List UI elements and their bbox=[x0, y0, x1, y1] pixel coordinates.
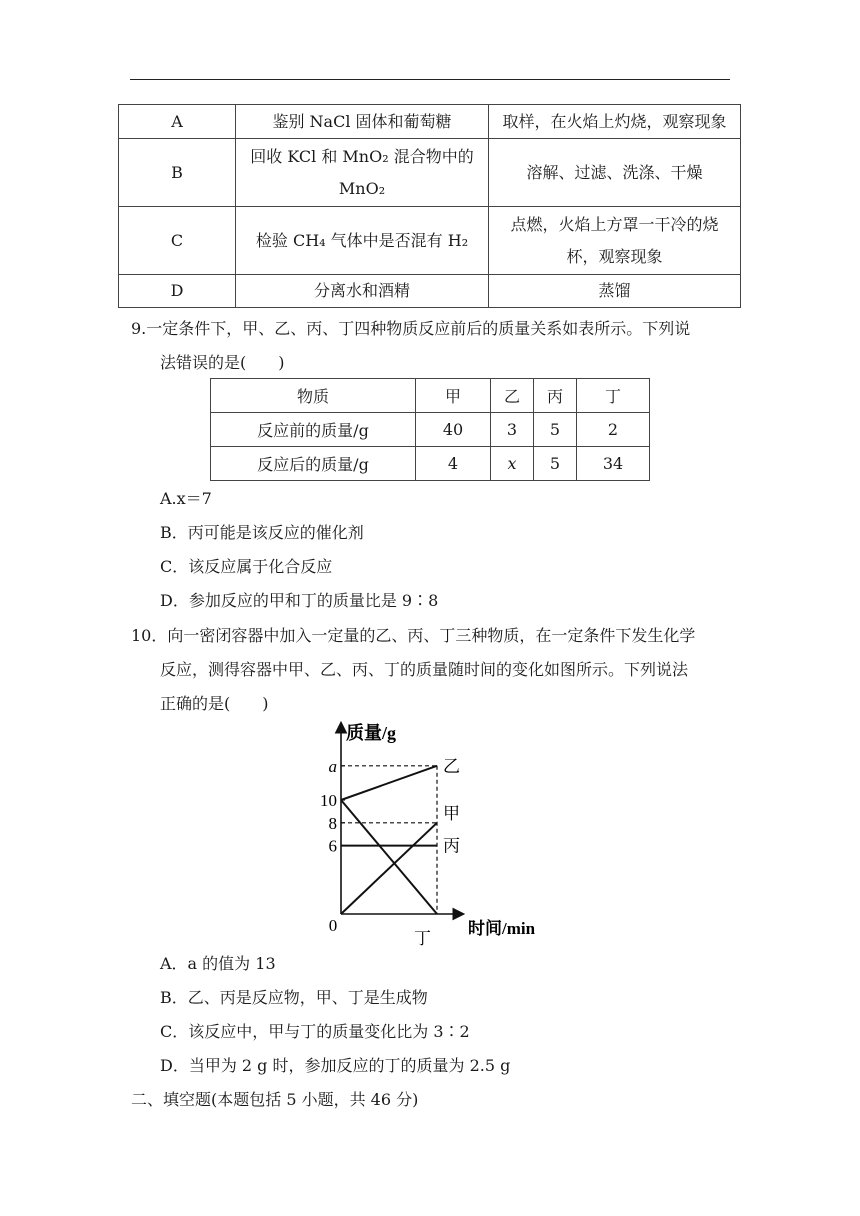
series-line bbox=[341, 800, 437, 914]
option-method-line: 杯，观察现象 bbox=[566, 246, 663, 266]
table-header-cell: 物质 bbox=[211, 379, 416, 413]
q9-choice-c: C．该反应属于化合反应 bbox=[160, 557, 333, 576]
table-header-cell: 乙 bbox=[491, 379, 534, 413]
option-purpose bbox=[236, 139, 489, 207]
table-row bbox=[119, 105, 741, 139]
option-purpose-line: MnO₂ bbox=[338, 178, 386, 198]
option-method-line: 点燃，火焰上方罩一干冷的烧 bbox=[510, 214, 719, 234]
table-row bbox=[211, 379, 650, 413]
option-method: 取样，在火焰上灼烧，观察现象 bbox=[489, 105, 741, 139]
q10-stem: 正确的是( ) bbox=[160, 694, 269, 713]
series-label: 甲 bbox=[443, 803, 460, 823]
q9-choice-a: A.x＝7 bbox=[160, 489, 212, 508]
q9-stem: 法错误的是( ) bbox=[160, 353, 285, 372]
y-tick-label: 8 bbox=[328, 813, 337, 833]
y-tick-label: 10 bbox=[320, 791, 337, 810]
mass-table bbox=[210, 378, 650, 481]
y-tick-label: 6 bbox=[328, 836, 337, 856]
table-cell: 反应后的质量/g bbox=[211, 447, 416, 481]
header-rule bbox=[130, 79, 730, 80]
table-cell: 2 bbox=[577, 413, 650, 447]
option-purpose: 分离水和酒精 bbox=[236, 275, 489, 308]
option-method: 蒸馏 bbox=[489, 275, 741, 308]
section-heading: 二、填空题(本题包括 5 小题，共 46 分) bbox=[131, 1090, 419, 1109]
table-row bbox=[211, 413, 650, 447]
table-row bbox=[211, 447, 650, 481]
table-row bbox=[119, 207, 741, 275]
q9-stem: 9.一定条件下，甲、乙、丙、丁四种物质反应前后的质量关系如表所示。下列说 bbox=[131, 319, 691, 338]
table-row bbox=[119, 139, 741, 207]
q9-choice-b: B．丙可能是该反应的催化剂 bbox=[160, 523, 364, 542]
series-label: 乙 bbox=[443, 756, 460, 776]
q10-choice-c: C．该反应中，甲与丁的质量变化比为 3∶2 bbox=[160, 1022, 470, 1041]
option-purpose-line: 回收 KCl 和 MnO₂ 混合物中的 bbox=[250, 146, 474, 166]
q10-choice-d: D．当甲为 2 g 时，参加反应的丁的质量为 2.5 g bbox=[160, 1056, 511, 1075]
q10-choice-b: B．乙、丙是反应物，甲、丁是生成物 bbox=[160, 988, 428, 1007]
series-line bbox=[341, 766, 437, 800]
y-tick-label: a bbox=[328, 756, 337, 776]
table-cell: 5 bbox=[534, 447, 577, 481]
chart-series bbox=[341, 757, 460, 946]
table-cell: 反应前的质量/g bbox=[211, 413, 416, 447]
series-line bbox=[341, 823, 437, 914]
y-axis-label: 质量/g bbox=[346, 723, 397, 743]
table-header-cell: 甲 bbox=[416, 379, 491, 413]
table-header-cell: 丙 bbox=[534, 379, 577, 413]
origin-label: 0 bbox=[328, 916, 338, 935]
table-cell: 34 bbox=[577, 447, 650, 481]
q9-choice-d: D．参加反应的甲和丁的质量比是 9∶8 bbox=[160, 591, 439, 610]
table-cell: 40 bbox=[416, 413, 491, 447]
series-label: 丙 bbox=[443, 836, 460, 856]
q10-choice-a: A．a 的值为 13 bbox=[160, 954, 276, 973]
option-purpose: 鉴别 NaCl 固体和葡萄糖 bbox=[236, 105, 489, 139]
option-label: A bbox=[119, 105, 236, 139]
table-header-cell: 丁 bbox=[577, 379, 650, 413]
x-axis-label: 时间/min bbox=[468, 919, 536, 938]
q10-stem: 反应，测得容器中甲、乙、丙、丁的质量随时间的变化如图所示。下列说法 bbox=[160, 660, 689, 679]
option-label: B bbox=[119, 139, 236, 207]
option-purpose: 检验 CH₄ 气体中是否混有 H₂ bbox=[236, 207, 489, 275]
option-method: 溶解、过滤、洗涤、干燥 bbox=[489, 139, 741, 207]
table-cell: 5 bbox=[534, 413, 577, 447]
table-cell: x bbox=[491, 447, 534, 481]
option-label: C bbox=[119, 207, 236, 275]
table-cell: 3 bbox=[491, 413, 534, 447]
chart-guides bbox=[341, 766, 437, 914]
options-table bbox=[118, 104, 741, 308]
series-label: 丁 bbox=[414, 929, 431, 946]
mass-time-chart bbox=[300, 716, 560, 946]
option-method bbox=[489, 207, 741, 275]
table-row bbox=[119, 275, 741, 308]
q10-stem: 10．向一密闭容器中加入一定量的乙、丙、丁三种物质，在一定条件下发生化学 bbox=[131, 626, 696, 645]
table-cell: 4 bbox=[416, 447, 491, 481]
option-label: D bbox=[119, 275, 236, 308]
